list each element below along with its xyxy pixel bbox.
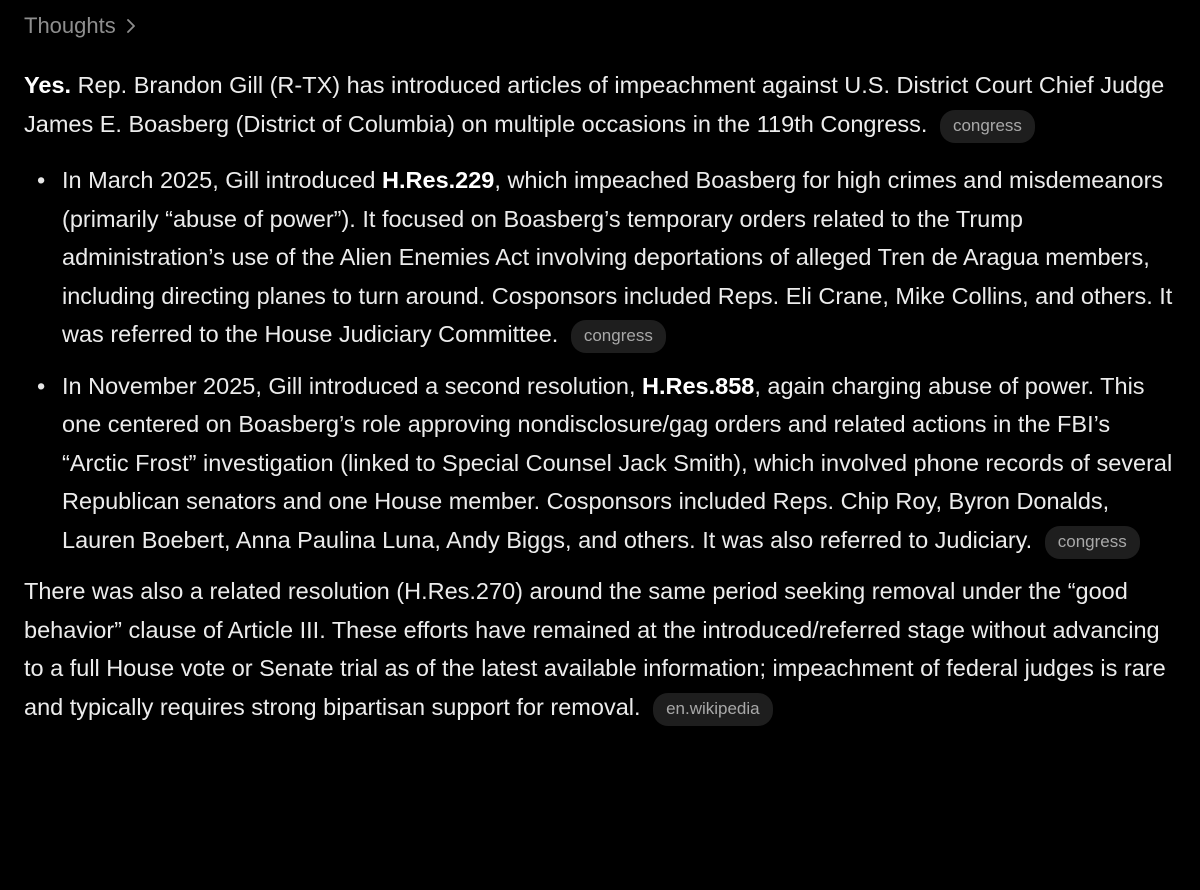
bullet-text-after: , again charging abuse of power. This one centered on Boasberg’s role approving nondisclosure/gag orders and related actions in the FBI’s “Arctic Frost” investigation (linked to Special Counsel Jack Smith), which involved phone records of several Republican senators and one House member. Cosponsors included Reps. Chip Roy, Byron Donalds, Lauren Boebert, Anna Paulina Luna, Andy Biggs, and others. It was also referred to Judiciary. — [62, 372, 1173, 553]
bullet-dot: • — [37, 167, 46, 193]
bullet-text — [62, 367, 1176, 560]
resolution-name: H.Res.229 — [382, 167, 495, 193]
bullet-dot: • — [37, 372, 46, 399]
source-chip[interactable]: congress — [940, 110, 1035, 143]
intro-lead: Yes. — [24, 72, 72, 98]
chevron-right-icon — [126, 18, 136, 34]
thoughts-label: Thoughts — [24, 13, 116, 38]
closing-text: There was also a related resolution (H.Res.270) around the same period seeking removal under the “good behavior” clause of Article III. These efforts have remained at the introduced/referred stage without advancing to a full House vote or Senate trial as of the latest available information; impeachment of federal judges is rare and typically requires strong bipartisan support for removal. — [24, 578, 1166, 720]
bullet-list — [24, 161, 1176, 559]
bullet-text-before: In November 2025, Gill introduced a second resolution, — [62, 372, 642, 399]
source-chip[interactable]: en.wikipedia — [653, 693, 773, 726]
closing-paragraph — [24, 572, 1176, 726]
bullet-text-before: In March 2025, Gill introduced — [62, 167, 383, 193]
intro-paragraph — [24, 66, 1176, 143]
bullet-text-after: , which impeached Boasberg for high crimes and misdemeanors (primarily “abuse of power”). It focused on Boasberg’s temporary orders related to the Trump administration’s use of the Alien Enemies Act involving deportations of alleged Tren de Aragua members, including directing planes to turn around. Cosponsors included Reps. Eli Crane, Mike Collins, and others. It was referred to the House Judiciary Committee. — [62, 167, 1173, 347]
intro-text: Rep. Brandon Gill (R-TX) has introduced articles of impeachment against U.S. District Court Chief Judge James E. Boasberg (District of Columbia) on multiple occasions in the 119th Congress. — [24, 72, 1165, 137]
list-item — [24, 161, 1176, 354]
resolution-name: H.Res.858 — [642, 372, 755, 399]
list-item — [24, 367, 1176, 560]
bullet-text — [62, 161, 1176, 354]
source-chip[interactable]: congress — [1045, 526, 1140, 559]
source-chip[interactable]: congress — [571, 320, 666, 353]
thoughts-toggle[interactable] — [24, 10, 136, 42]
